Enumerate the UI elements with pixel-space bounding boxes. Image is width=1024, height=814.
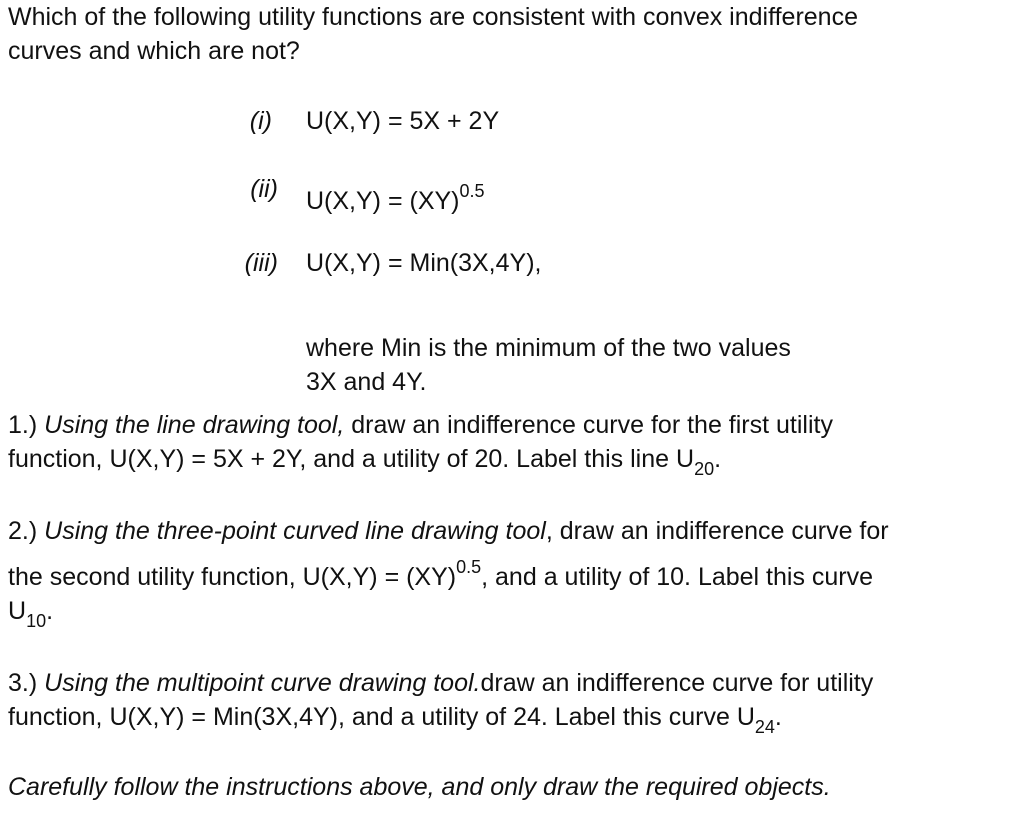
question-3-tool: Using the multipoint curve drawing tool.: [44, 669, 481, 697]
question-3: [8, 666, 874, 737]
question-3-line-2: [8, 700, 873, 737]
function-iii-numeral: (iii): [244, 249, 278, 277]
min-note-line-1: where Min is the minimum of the two values: [306, 334, 791, 362]
intro-line-2: curves and which are not?: [8, 37, 300, 65]
question-1-line-1: [8, 408, 833, 442]
question-3-label-subscript: 24: [754, 717, 775, 737]
question-1-line-2-text: function, U(X,Y) = 5X + 2Y, and a utility of 20. Label this line U: [8, 445, 695, 473]
question-1-tool: Using the line drawing tool,: [44, 411, 345, 439]
function-ii-expression: [306, 181, 485, 218]
intro-question: [8, 0, 858, 68]
question-2-line-2-text: the second utility function, U(X,Y) = (XY): [8, 563, 457, 591]
function-ii-base: U(X,Y) = (XY): [306, 187, 460, 215]
question-1-number: 1.): [8, 411, 38, 439]
question-3-line-1-rest: draw an indifference curve for utility: [480, 669, 874, 697]
function-i-numeral: (i): [249, 107, 272, 135]
question-3-number: 3.): [8, 669, 38, 697]
closing-instruction: Carefully follow the instructions above, and only draw the required objects.: [8, 773, 831, 801]
function-ii-exponent: 0.5: [459, 181, 485, 201]
function-ii-numeral: (ii): [250, 175, 278, 203]
question-2-number: 2.): [8, 517, 38, 545]
question-1: [8, 408, 833, 479]
question-2-line-2: [8, 557, 889, 594]
intro-line-1: Which of the following utility functions are consistent with convex indifference: [8, 3, 858, 31]
question-3-line-2-end: .: [774, 703, 782, 731]
question-2-exponent: 0.5: [456, 557, 482, 577]
question-1-line-1-rest: draw an indifference curve for the first utility: [351, 411, 833, 439]
question-2-line-2-rest: , and a utility of 10. Label this curve: [481, 563, 874, 591]
question-1-line-2-end: .: [714, 445, 722, 473]
question-2-line-1: [8, 514, 889, 548]
question-3-line-2-text: function, U(X,Y) = Min(3X,4Y), and a utility of 24. Label this curve U: [8, 703, 755, 731]
function-i-expression: U(X,Y) = 5X + 2Y: [306, 107, 500, 135]
min-note-line-2: 3X and 4Y.: [306, 368, 427, 396]
question-2-label-subscript: 10: [26, 611, 47, 631]
question-2-line-1-rest: , draw an indifference curve for: [545, 517, 889, 545]
question-3-line-1: [8, 666, 873, 700]
question-2-line-3: [8, 594, 889, 631]
min-note: [306, 331, 791, 399]
question-2: [8, 514, 889, 631]
question-1-label-subscript: 20: [694, 459, 715, 479]
question-2-line-3-text: U: [8, 597, 27, 625]
function-iii-expression: U(X,Y) = Min(3X,4Y),: [306, 249, 542, 277]
question-2-tool: Using the three-point curved line drawing tool: [44, 517, 546, 545]
question-1-line-2: [8, 442, 833, 479]
question-2-line-3-end: .: [46, 597, 54, 625]
